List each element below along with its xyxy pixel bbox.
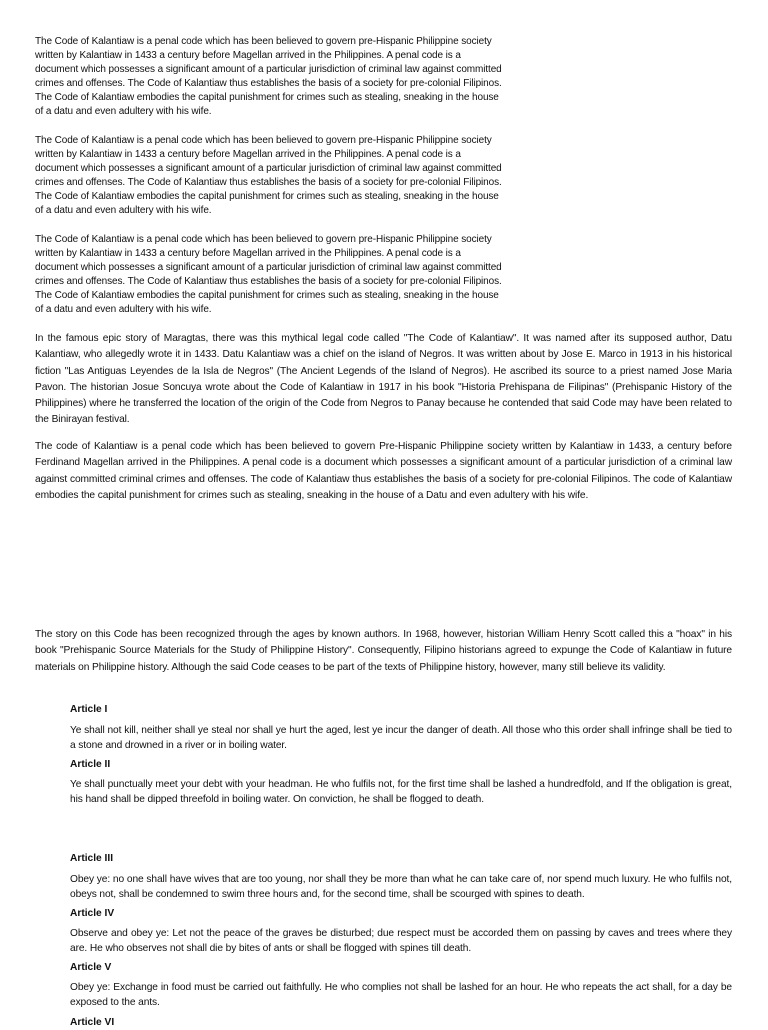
article-5-heading: Article V [70, 962, 112, 973]
penal-code-paragraph: The code of Kalantiaw is a penal code which has been believed to govern Pre-Hispanic Philippine society written by Kalantiaw in 1433, a century before Ferdinand Magellan arrived in the Philippines. A penal code is a document which possesses a significant amount of a particular jurisdiction of a criminal law against committed criminal crimes and offenses. The code of Kalantiaw thus establishes the basis of a society for pre-colonial Filipinos. The code of Kalantiaw embodies the capital punishment for crimes such as stealing, sneaking in the house of a Datu and even adultery with his wife. [35, 441, 732, 501]
repeated-paragraph-1: The Code of Kalantiaw is a penal code which has been believed to govern pre-Hispanic Philippine society written by Kalantiaw in 1433 a century before Magellan arrived in the Philippines. A penal code is a document which possesses a significant amount of a particular jurisdiction of criminal law against committed crimes and offenses. The Code of Kalantiaw thus establishes the basis of a society for pre-colonial Filipinos. The Code of Kalantiaw embodies the capital punishment for crimes such as stealing, sneaking in the house of a datu and even adultery with his wife. [35, 36, 502, 118]
article-5-text: Obey ye: Exchange in food must be carried out faithfully. He who complies not shall be lashed for an hour. He who repeats the act shall, for a day be exposed to the ants. [70, 982, 732, 1009]
article-3-text: Obey ye: no one shall have wives that are too young, nor shall they be more than what he can take care of, nor spend much luxury. He who fulfils not, obeys not, shall be condemned to swim three hours and, for the second time, shall be scourged with spines to death. [70, 874, 732, 901]
repeated-paragraph-3: The Code of Kalantiaw is a penal code which has been believed to govern pre-Hispanic Philippine society written by Kalantiaw in 1433 a century before Magellan arrived in the Philippines. A penal code is a document which possesses a significant amount of a particular jurisdiction of criminal law against committed crimes and offenses. The Code of Kalantiaw thus establishes the basis of a society for pre-colonial Filipinos. The Code of Kalantiaw embodies the capital punishment for crimes such as stealing, sneaking in the house of a datu and even adultery with his wife. [35, 234, 502, 316]
article-1-heading: Article I [70, 704, 108, 715]
repeated-paragraph-2: The Code of Kalantiaw is a penal code which has been believed to govern pre-Hispanic Philippine society written by Kalantiaw in 1433 a century before Magellan arrived in the Philippines. A penal code is a document which possesses a significant amount of a particular jurisdiction of criminal law against committed crimes and offenses. The Code of Kalantiaw thus establishes the basis of a society for pre-colonial Filipinos. The Code of Kalantiaw embodies the capital punishment for crimes such as stealing, sneaking in the house of a datu and even adultery with his wife. [35, 135, 502, 217]
article-6-heading: Article VI [70, 1017, 115, 1028]
article-1-text: Ye shall not kill, neither shall ye steal nor shall ye hurt the aged, lest ye incur the danger of death. All those who this order shall infringe shall be tied to a stone and drowned in a river or in boiling water. [70, 725, 732, 752]
article-4-text: Observe and obey ye: Let not the peace of the graves be disturbed; due respect must be accorded them on passing by caves and trees where they are. He who observes not shall die by bites of ants or shall be flogged with spines till death. [70, 928, 732, 955]
article-2-text: Ye shall punctually meet your debt with your headman. He who fulfils not, for the first time shall be lashed a hundredfold, and If the obligation is great, his hand shall be dipped threefold in boiling water. On conviction, he shall be flogged to death. [70, 779, 732, 806]
article-4-heading: Article IV [70, 908, 115, 919]
story-paragraph: The story on this Code has been recognized through the ages by known authors. In 1968, however, historian William Henry Scott called this a "hoax" in his book "Prehispanic Source Materials for the Study of Philippine History". Consequently, Filipino historians agreed to expunge the Code of Kalantiaw in future materials on Philippine history. Although the said Code ceases to be part of the texts of Philippine history, however, many still believe its validity. [35, 629, 732, 673]
article-2-heading: Article II [70, 759, 111, 770]
maragtas-paragraph: In the famous epic story of Maragtas, there was this mythical legal code called "The Code of Kalantiaw". It was named after its supposed author, Datu Kalantiaw, who allegedly wrote it in 1433. Datu Kalantiaw was a chief on the island of Negros. It was written about by Jose E. Marco in 1913 in his historical fiction "Las Antiguas Leyendes de la Isla de Negros" (The Ancient Legends of the Island of Negros). He ascribed its source to a priest named Jose Maria Pavon. The historian Josue Soncuya wrote about the Code of Kalantiaw in 1917 in his book "Historia Prehispana de Filipinas" (Prehispanic History of the Philippines) where he transferred the location of the origin of the Code from Negros to Panay because he contended that said Code may have been related to the Binirayan festival. [35, 333, 732, 426]
article-3-heading: Article III [70, 853, 114, 864]
